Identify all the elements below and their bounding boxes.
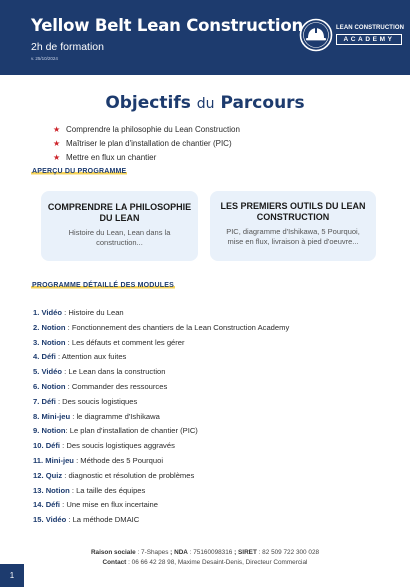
module-text: La taille des équipes [76, 485, 146, 495]
module-type: Défi [41, 352, 56, 362]
objective-item [53, 151, 240, 165]
module-separator: : [65, 381, 72, 391]
footer-value: : 82 509 722 300 028 [256, 549, 320, 556]
module-number: 14. [33, 500, 44, 510]
module-number: 10. [33, 441, 44, 451]
module-separator: : [55, 352, 62, 362]
module-text: Méthode des 5 Pourquoi [80, 455, 164, 465]
module-text: Le plan d'installation de chantier (PIC) [69, 426, 198, 436]
module-item [33, 395, 289, 410]
footer-contact-line [0, 558, 410, 568]
module-number: 11. [33, 455, 44, 465]
module-type: Mini-jeu [41, 411, 71, 421]
module-item [33, 469, 289, 484]
footer-value: : 06 66 42 28 98, Maxime Desaint-Denis, Directeur Commercial [126, 559, 308, 566]
module-separator: : [60, 500, 67, 510]
module-item [33, 484, 289, 499]
logo-text-bottom: ACADEMY [336, 34, 402, 45]
footer-label: Contact [102, 559, 127, 566]
card-description: PIC, diagramme d'Ishikawa, 5 Pourquoi, mise en flux, livraison à pied d'oeuvre... [226, 227, 360, 246]
objective-item [53, 137, 240, 151]
footer-value: : 75160098316 [187, 549, 235, 556]
module-separator: : [60, 441, 67, 451]
module-item [33, 498, 289, 513]
module-separator: : [62, 308, 69, 317]
module-item [33, 306, 289, 321]
module-text: Histoire du Lean [68, 308, 124, 317]
document-version: v. 25/10/2024 [31, 56, 58, 61]
module-number: 5. [33, 367, 40, 377]
header-banner [0, 0, 410, 75]
module-number: 9. [33, 426, 40, 436]
objective-text: Maîtriser le plan d'installation de chantier (PIC) [66, 139, 232, 148]
module-separator: : [69, 485, 77, 495]
modules-section-label: PROGRAMME DÉTAILLÉ DES MODULES [32, 282, 174, 289]
module-separator: : [70, 411, 77, 421]
star-icon: ★ [53, 139, 61, 148]
module-type: Vidéo [41, 308, 63, 317]
document-title: Yellow Belt Lean Construction [31, 16, 304, 35]
module-item [33, 350, 289, 365]
star-icon: ★ [53, 153, 61, 162]
module-number: 15. [33, 515, 44, 525]
objective-text: Mettre en flux un chantier [66, 153, 157, 162]
module-type: Défi [45, 441, 61, 451]
document-subtitle: 2h de formation [31, 41, 104, 53]
objectives-list [53, 123, 240, 165]
heading-word-du: du [196, 96, 215, 112]
module-number: 12. [33, 470, 44, 480]
module-type: Notion [41, 322, 66, 332]
module-type: Notion [45, 485, 70, 495]
overview-card-philosophy [41, 191, 198, 261]
module-number: 4. [33, 352, 40, 362]
module-text: Attention aux fuites [61, 352, 127, 362]
module-text: Une mise en flux incertaine [66, 500, 158, 510]
footer-value: : 7-Shapes [135, 549, 171, 556]
module-type: Notion [41, 381, 66, 391]
module-number: 1. [33, 308, 40, 317]
module-separator: : [62, 367, 69, 377]
module-type: Vidéo [45, 515, 67, 525]
module-number: 13. [33, 485, 44, 495]
page-number: 1 [0, 564, 24, 587]
footer [0, 548, 410, 568]
module-item [33, 365, 289, 380]
module-separator: : [65, 322, 72, 332]
module-item [33, 439, 289, 454]
module-number: 8. [33, 411, 40, 421]
module-number: 3. [33, 337, 40, 347]
module-item [33, 380, 289, 395]
objective-text: Comprendre la philosophie du Lean Construction [66, 125, 240, 134]
module-text: La méthode DMAIC [72, 515, 140, 525]
module-text: Des soucis logistiques [62, 396, 138, 406]
module-type: Mini-jeu [45, 455, 74, 465]
module-separator: : [62, 470, 69, 480]
objectives-heading [0, 93, 410, 113]
module-separator: : [66, 515, 73, 525]
module-separator: : [65, 426, 70, 436]
module-text: diagnostic et résolution de problèmes [68, 470, 195, 480]
module-text: le diagramme d'Ishikawa [76, 411, 160, 421]
heading-word-objectifs: Objectifs [105, 93, 191, 113]
module-text: Des soucis logistiques aggravés [66, 441, 175, 451]
star-icon: ★ [53, 125, 61, 134]
heading-word-parcours: Parcours [220, 93, 305, 113]
card-description: Histoire du Lean, Lean dans la construction... [68, 228, 171, 247]
module-number: 7. [33, 396, 40, 406]
module-item [33, 513, 289, 528]
module-item [33, 410, 289, 425]
module-type: Quiz [45, 470, 63, 480]
footer-legal-line [0, 548, 410, 558]
module-item [33, 321, 289, 336]
module-separator: : [55, 396, 63, 406]
module-type: Notion [41, 426, 66, 436]
overview-section-label: APERÇU DU PROGRAMME [32, 168, 127, 175]
modules-list [33, 306, 289, 528]
module-text: Commander des ressources [71, 381, 168, 391]
module-separator: : [73, 455, 81, 465]
module-text: Le Lean dans la construction [68, 367, 166, 377]
footer-label: ; SIRET [234, 549, 257, 556]
module-number: 2. [33, 322, 40, 332]
objective-item [53, 123, 240, 137]
footer-label: ; NDA [170, 549, 188, 556]
module-number: 6. [33, 381, 40, 391]
module-type: Notion [41, 337, 66, 347]
module-type: Vidéo [41, 367, 63, 377]
module-type: Défi [41, 396, 56, 406]
module-item [33, 336, 289, 351]
module-item [33, 454, 289, 469]
module-type: Défi [45, 500, 61, 510]
hard-hat-badge-icon [299, 18, 333, 52]
module-item [33, 424, 289, 439]
module-separator: : [65, 337, 72, 347]
footer-label: Raison sociale [90, 549, 136, 556]
card-title: LES PREMIERS OUTILS DU LEAN CONSTRUCTION [220, 201, 366, 222]
card-title: COMPRENDRE LA PHILOSOPHIE DU LEAN [47, 202, 192, 223]
overview-card-tools [210, 191, 376, 261]
module-text: Fonctionnement des chantiers de la Lean Construction Academy [71, 322, 290, 332]
logo-text-top: LEAN CONSTRUCTION [336, 25, 405, 31]
module-text: Les défauts et comment les gérer [71, 337, 185, 347]
